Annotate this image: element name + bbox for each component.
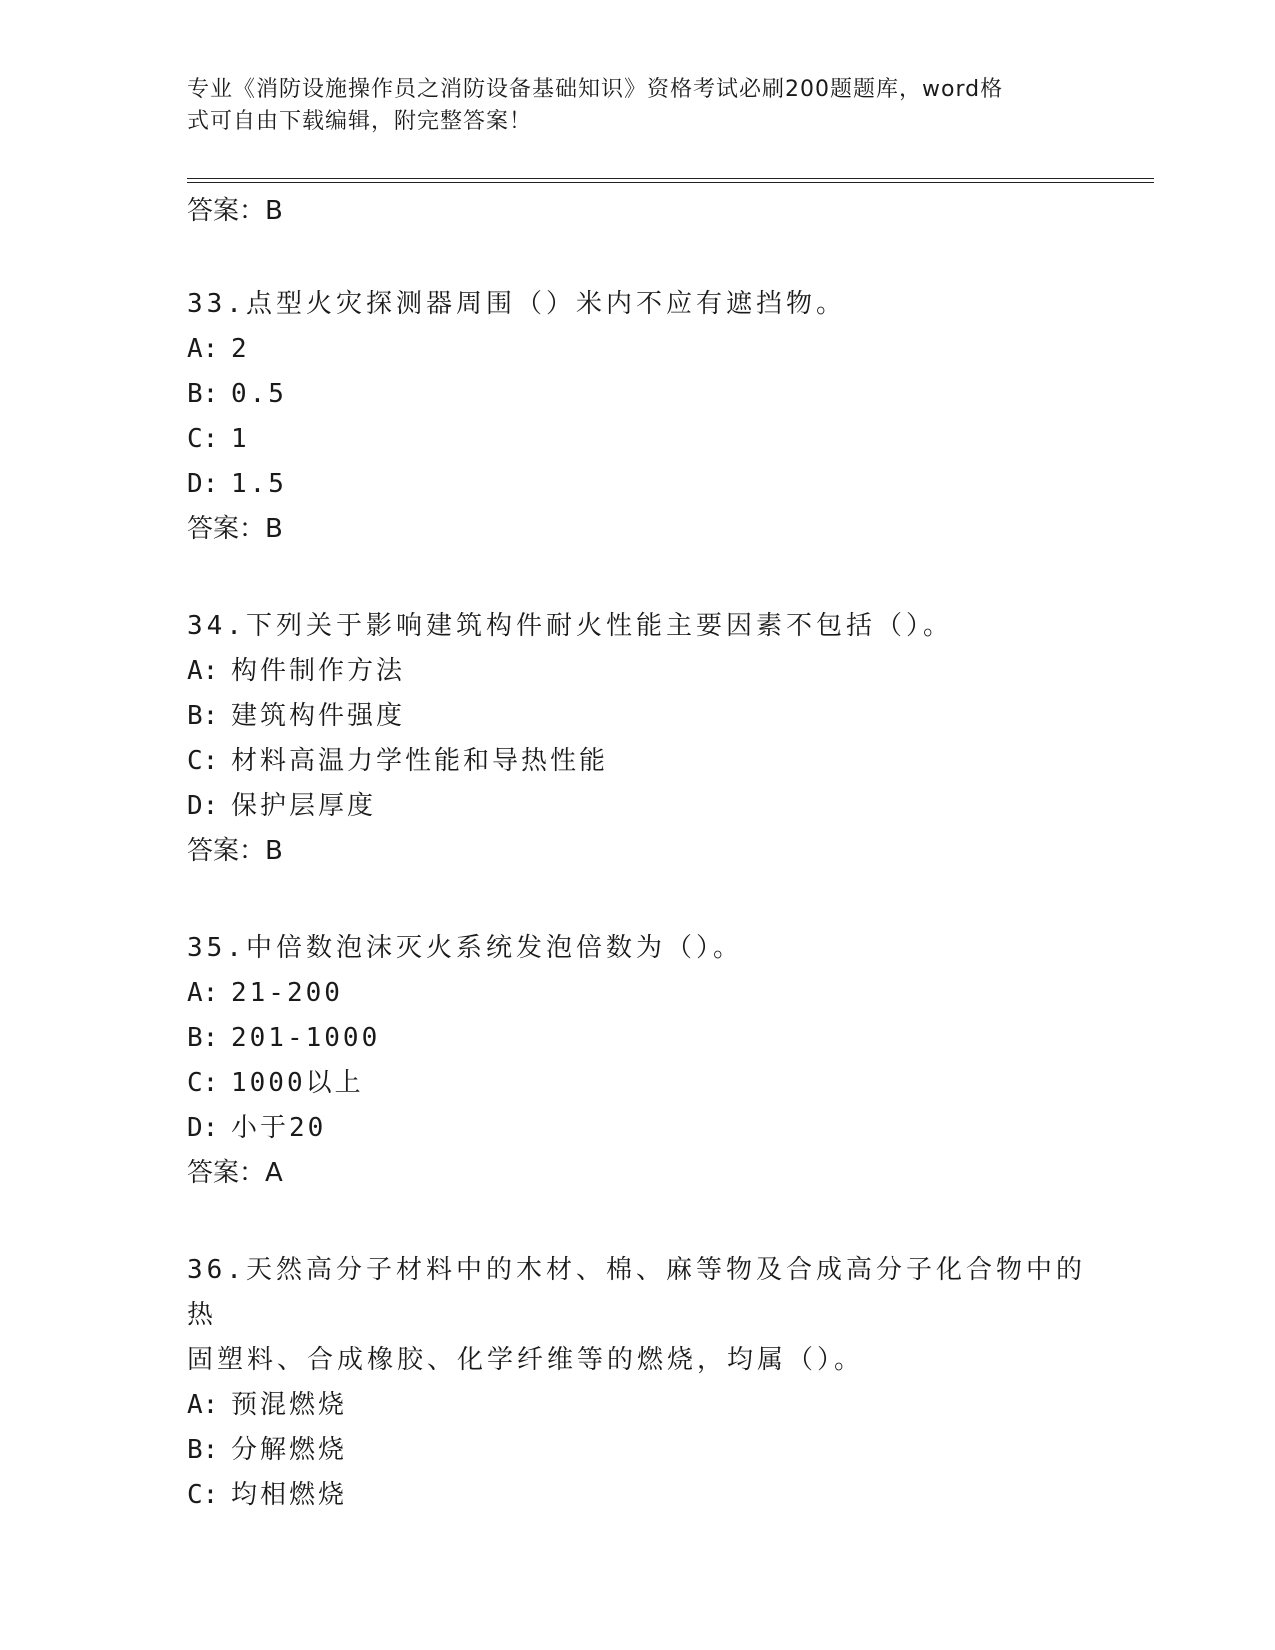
answer: 答案：A [187, 1158, 283, 1188]
option-b: B: 建筑构件强度 [187, 701, 406, 731]
question-33 [187, 282, 1087, 552]
question-36 [187, 1248, 1087, 1518]
question-text: 35.中倍数泡沫灭火系统发泡倍数为（）。 [187, 933, 743, 963]
option-a: A: 2 [187, 334, 250, 364]
answer: 答案：B [187, 836, 283, 866]
question-text: 34.下列关于影响建筑构件耐火性能主要因素不包括（）。 [187, 611, 953, 641]
option-c: C: 1 [187, 424, 250, 454]
header-line-2: 式可自由下载编辑，附完整答案！ [187, 109, 533, 134]
answer: 答案：B [187, 514, 283, 544]
header-line-1: 专业《消防设施操作员之消防设备基础知识》资格考试必刷200题题库，word格 [187, 77, 1004, 102]
option-b: B: 201-1000 [187, 1023, 381, 1053]
question-text-line-1: 36.天然高分子材料中的木材、棉、麻等物及合成高分子化合物中的热 [187, 1255, 1086, 1330]
option-c: C: 均相燃烧 [187, 1480, 348, 1510]
document-header [187, 74, 1067, 138]
option-d: D: 保护层厚度 [187, 791, 377, 821]
option-a: A: 21-200 [187, 978, 343, 1008]
option-b: B: 0.5 [187, 379, 287, 409]
header-divider-top [187, 178, 1154, 179]
question-list [187, 192, 1087, 1518]
option-d: D: 小于20 [187, 1113, 327, 1143]
question-35 [187, 926, 1087, 1196]
question-text-line-2: 固塑料、合成橡胶、化学纤维等的燃烧，均属（）。 [187, 1345, 865, 1375]
option-c: C: 1000以上 [187, 1068, 364, 1098]
option-a: A: 预混燃烧 [187, 1390, 348, 1420]
header-divider-bottom [187, 182, 1154, 183]
question-text: 33.点型火灾探测器周围（）米内不应有遮挡物。 [187, 289, 846, 319]
option-a: A: 构件制作方法 [187, 656, 406, 686]
option-b: B: 分解燃烧 [187, 1435, 348, 1465]
option-c: C: 材料高温力学性能和导热性能 [187, 746, 609, 776]
option-d: D: 1.5 [187, 469, 287, 499]
question-34 [187, 604, 1087, 874]
previous-answer: 答案：B [187, 196, 283, 226]
